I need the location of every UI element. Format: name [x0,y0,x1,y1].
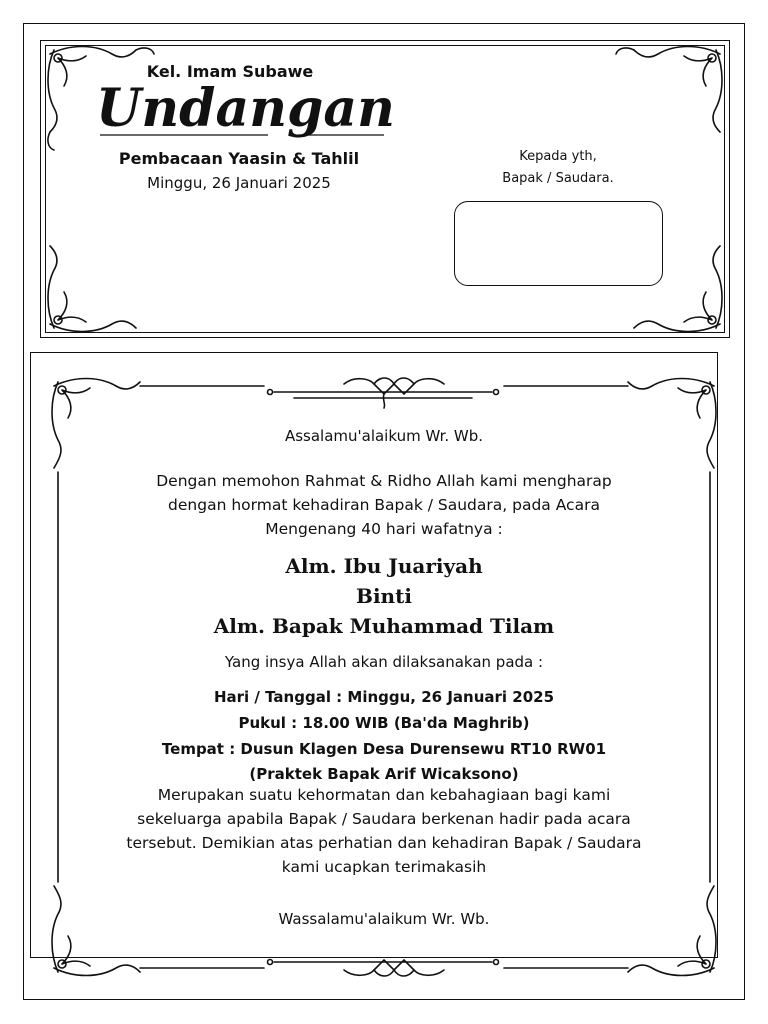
family-name: Kel. Imam Subawe [146,62,314,81]
invitation-title: Undangan [96,78,395,139]
event-date: Minggu, 26 Januari 2025 [147,174,331,192]
greeting: Assalamu'alaikum Wr. Wb. [284,427,484,445]
title-underline [98,130,388,140]
recipient-line-2: Bapak / Saudara. [502,171,614,186]
closing-line-3: tersebut. Demikian atas perhatian dan kehadiran Bapak / Saudara [126,834,642,852]
detail-place-note: (Praktek Bapak Arif Wicaksono) [249,765,519,783]
detail-day: Hari / Tanggal : Minggu, 26 Januari 2025 [213,688,555,706]
intro-line-1: Dengan memohon Rahmat & Ridho Allah kami mengharap [156,472,612,490]
farewell: Wassalamu'alaikum Wr. Wb. [278,910,490,928]
closing-line-1: Merupakan suatu kehormatan dan kebahagiaan bagi kami [157,786,611,804]
detail-place: Tempat : Dusun Klagen Desa Durensewu RT10 RW01 [161,740,607,758]
binti-label: Binti [356,584,412,608]
schedule-lead: Yang insya Allah akan dilaksanakan pada : [224,653,544,671]
intro-line-3: Mengenang 40 hari wafatnya : [265,520,503,538]
detail-time: Pukul : 18.00 WIB (Ba'da Maghrib) [238,714,530,732]
closing-line-2: sekeluarga apabila Bapak / Saudara berkenan hadir pada acara [137,810,631,828]
intro-line-2: dengan hormat kehadiran Bapak / Saudara, pada Acara [168,496,600,514]
event-name: Pembacaan Yaasin & Tahlil [118,149,360,168]
closing-line-4: kami ucapkan terimakasih [281,858,487,876]
letter-ornament-frame [44,372,724,982]
father-name: Alm. Bapak Muhammad Tilam [213,614,555,638]
recipient-line-1: Kepada yth, [519,149,597,164]
address-box [454,201,663,286]
deceased-name: Alm. Ibu Juariyah [285,554,483,578]
